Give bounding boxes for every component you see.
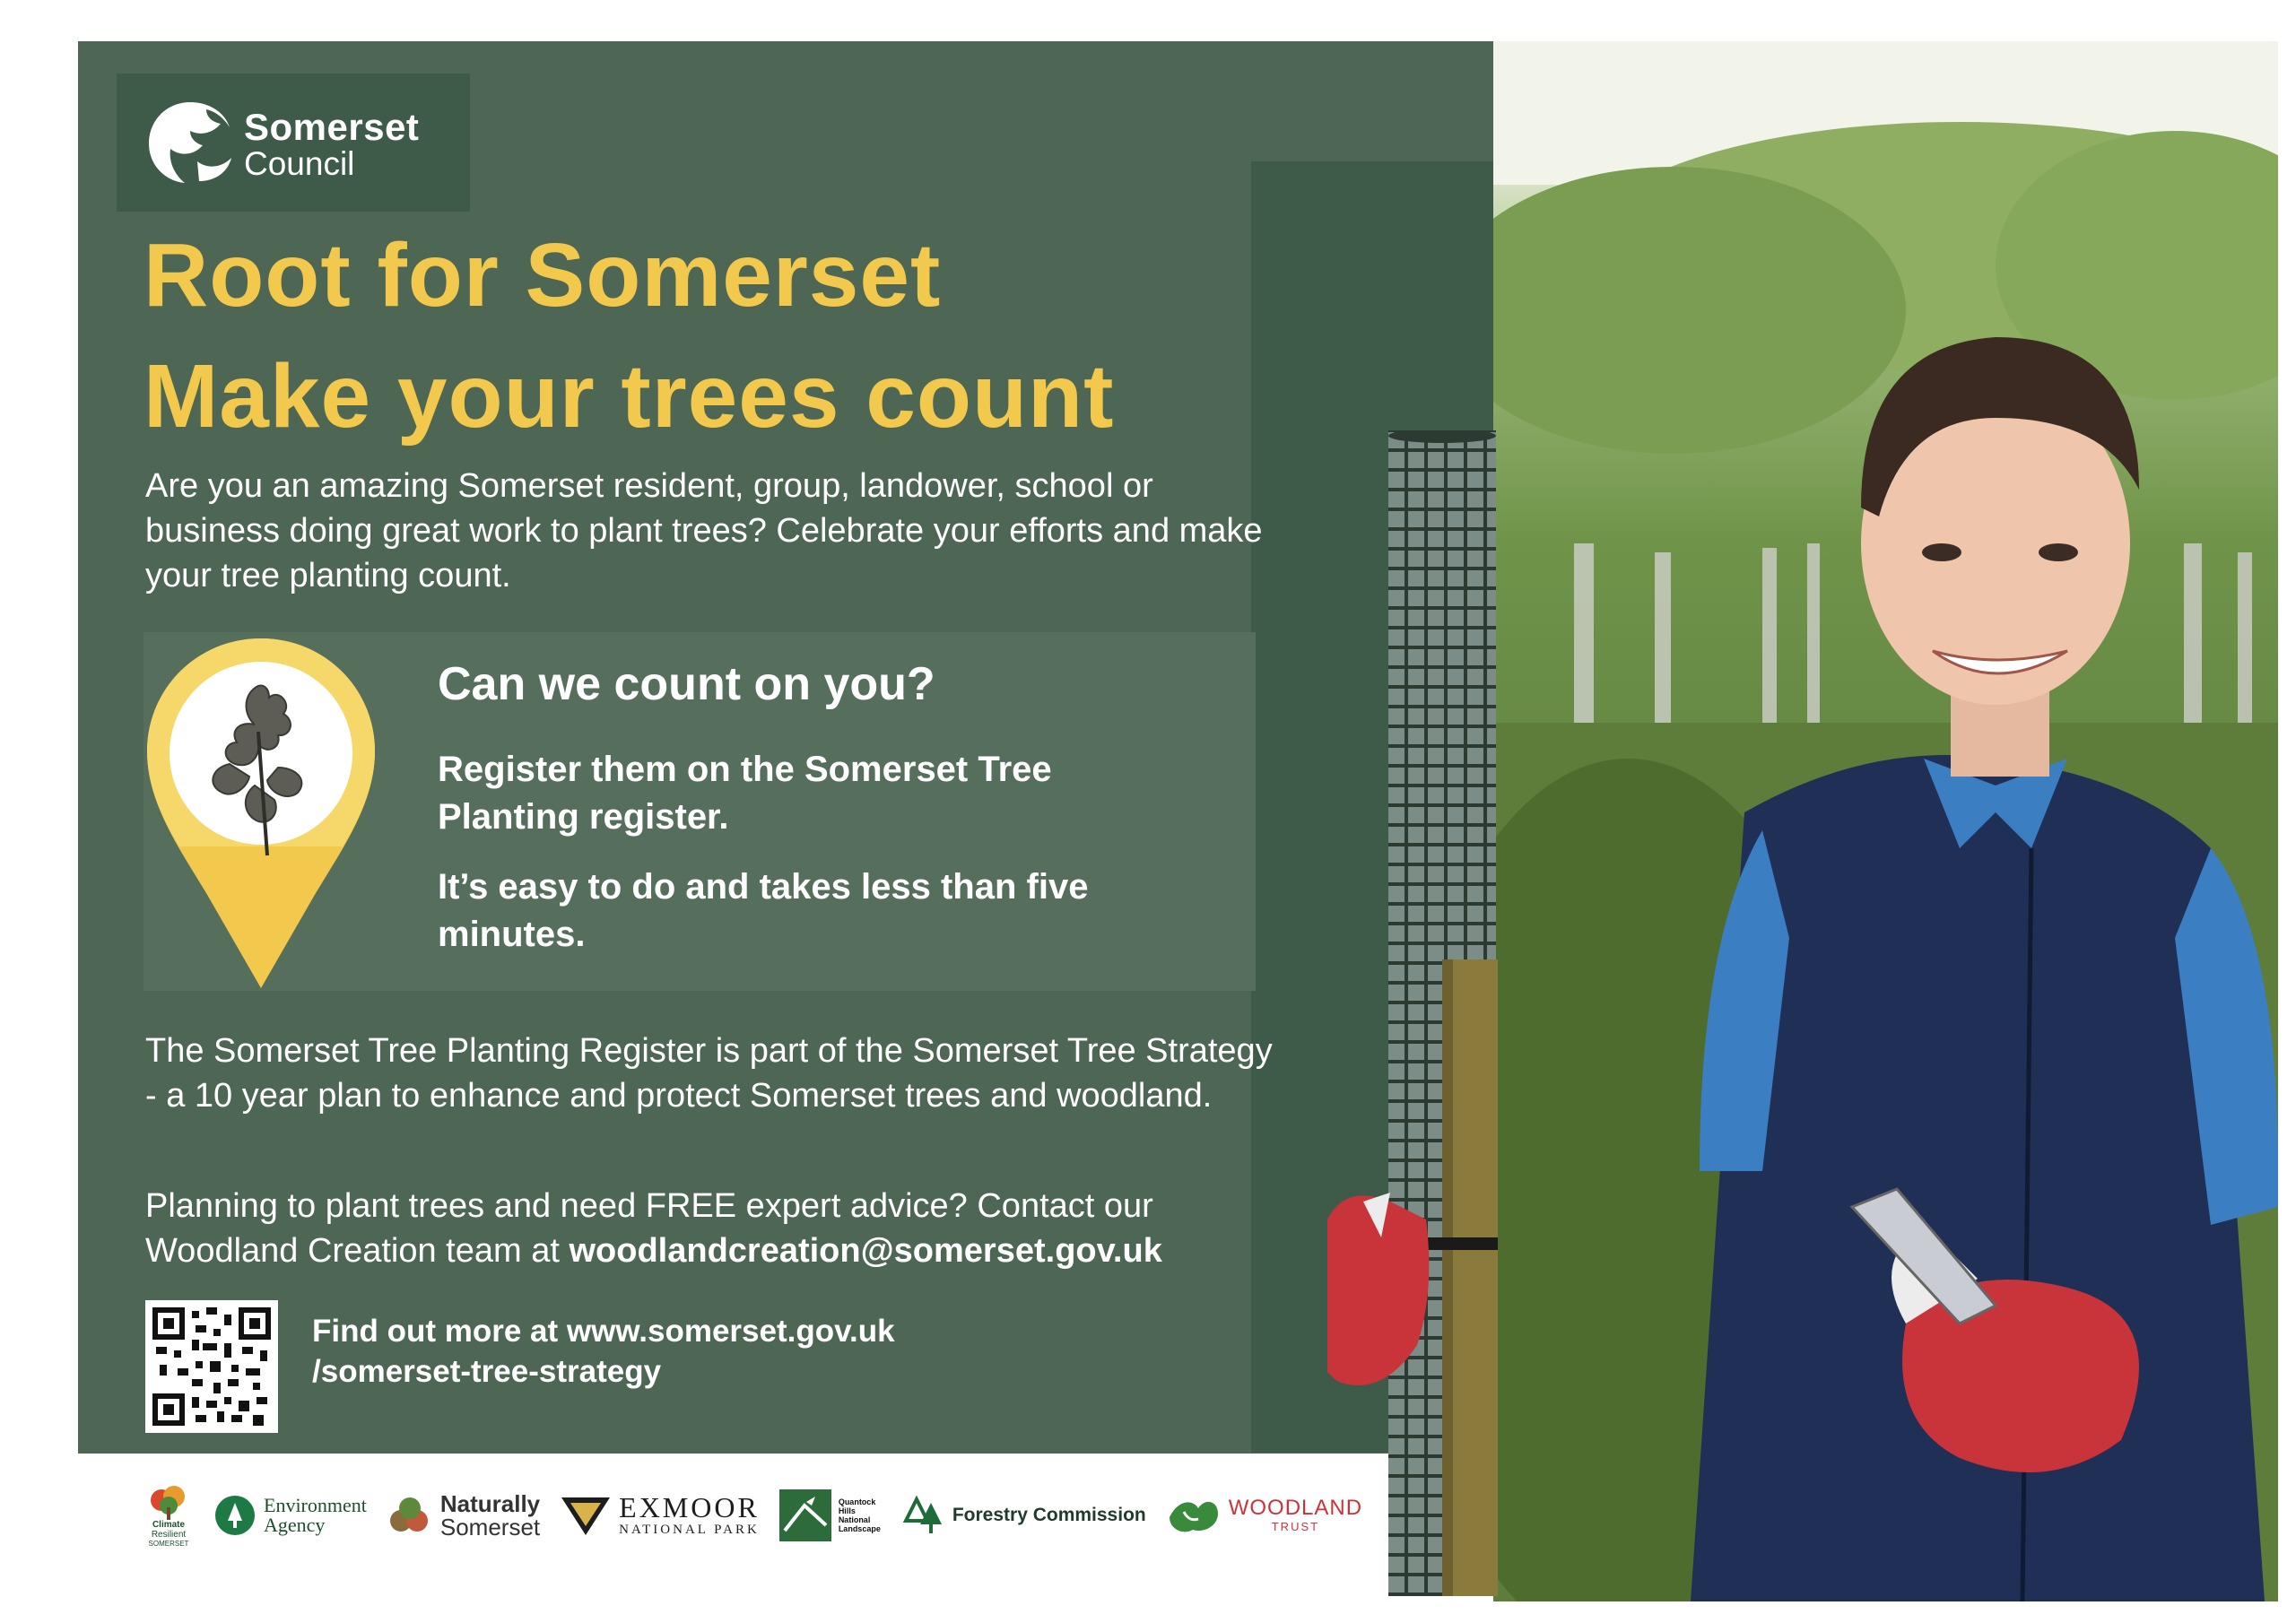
partner-logos bbox=[144, 1481, 1362, 1549]
woodland-trust-leaf-icon bbox=[1166, 1494, 1222, 1537]
tree-guard-photo bbox=[1327, 430, 1498, 1596]
partner-quantock-l1: Quantock bbox=[838, 1497, 876, 1506]
find-more-line-1[interactable]: Find out more at www.somerset.gov.uk bbox=[312, 1314, 895, 1349]
naturally-somerset-icon bbox=[387, 1494, 433, 1537]
quantock-hills-icon bbox=[779, 1489, 831, 1541]
photo-illustration bbox=[1493, 41, 2278, 1601]
tree-guard-illustration bbox=[1327, 430, 1498, 1596]
partner-climate-l1: Climate bbox=[152, 1519, 186, 1530]
oak-leaf-pin-icon bbox=[144, 633, 378, 992]
qr-code[interactable] bbox=[145, 1300, 278, 1433]
partner-quantock-l2: Hills bbox=[838, 1506, 856, 1515]
find-more-line-2[interactable]: /somerset-tree-strategy bbox=[312, 1354, 662, 1389]
partner-environment-agency bbox=[213, 1484, 367, 1547]
partner-woodland-trust bbox=[1166, 1484, 1362, 1547]
partner-naturally-l2: Somerset bbox=[439, 1514, 541, 1541]
partner-exmoor-l1: EXMOOR bbox=[619, 1491, 760, 1523]
partner-forestry-commission bbox=[900, 1484, 1146, 1547]
exmoor-icon bbox=[560, 1494, 612, 1537]
contact-paragraph bbox=[145, 1184, 1275, 1273]
tree-planting-photo bbox=[1493, 41, 2278, 1601]
partner-forestry-l1: Forestry Commission bbox=[952, 1505, 1146, 1525]
logo-wordmark: Somerset bbox=[244, 106, 420, 148]
dragon-icon bbox=[144, 99, 237, 185]
callout-title: Can we count on you? bbox=[438, 658, 935, 710]
partner-quantock-hills bbox=[779, 1484, 881, 1547]
partner-naturally-somerset bbox=[387, 1484, 540, 1547]
partner-climate-l2: Resilient bbox=[151, 1529, 187, 1540]
logo-subtitle: Council bbox=[244, 145, 355, 182]
partner-quantock-l4: Landscape bbox=[838, 1524, 881, 1533]
partner-exmoor-l2: NATIONAL PARK bbox=[619, 1523, 760, 1537]
headline-line-1: Root for Somerset bbox=[144, 225, 942, 325]
tree-icon bbox=[144, 1484, 194, 1520]
environment-agency-icon bbox=[213, 1494, 257, 1537]
find-out-more-text bbox=[312, 1311, 1030, 1392]
headline-line-2: Make your trees count bbox=[144, 346, 1115, 447]
strategy-paragraph: The Somerset Tree Planting Register is part of the Somerset Tree Strategy - a 10 year plan to enhance and protect Somerset trees and woodland. bbox=[145, 1032, 1273, 1115]
partner-quantock-l3: National bbox=[838, 1515, 871, 1524]
partner-woodland-l2: TRUST bbox=[1271, 1520, 1320, 1533]
callout-easy-text: It’s easy to do and takes less than five minutes. bbox=[438, 867, 1089, 954]
forestry-tree-icon bbox=[900, 1494, 945, 1537]
partner-naturally-l1: Naturally bbox=[439, 1490, 541, 1517]
partner-env-l2: Agency bbox=[264, 1514, 326, 1536]
partner-exmoor bbox=[560, 1484, 760, 1547]
contact-email-link[interactable]: woodlandcreation@somerset.gov.uk bbox=[569, 1232, 1162, 1270]
intro-paragraph: Are you an amazing Somerset resident, group, landower, school or business doing great work to plant trees? Celebrate your efforts and make your tree planting count. bbox=[145, 467, 1263, 595]
partner-climate-resilient bbox=[144, 1484, 194, 1547]
partner-env-l1: Environment bbox=[264, 1494, 367, 1516]
partner-climate-l3: SOMERSET bbox=[148, 1539, 189, 1548]
partner-woodland-l1: WOODLAND bbox=[1228, 1496, 1363, 1520]
callout-register-text: Register them on the Somerset Tree Planting register. bbox=[438, 750, 1052, 837]
contact-text: Planning to plant trees and need FREE expert advice? Contact our Woodland Creation team at bbox=[145, 1187, 1153, 1270]
